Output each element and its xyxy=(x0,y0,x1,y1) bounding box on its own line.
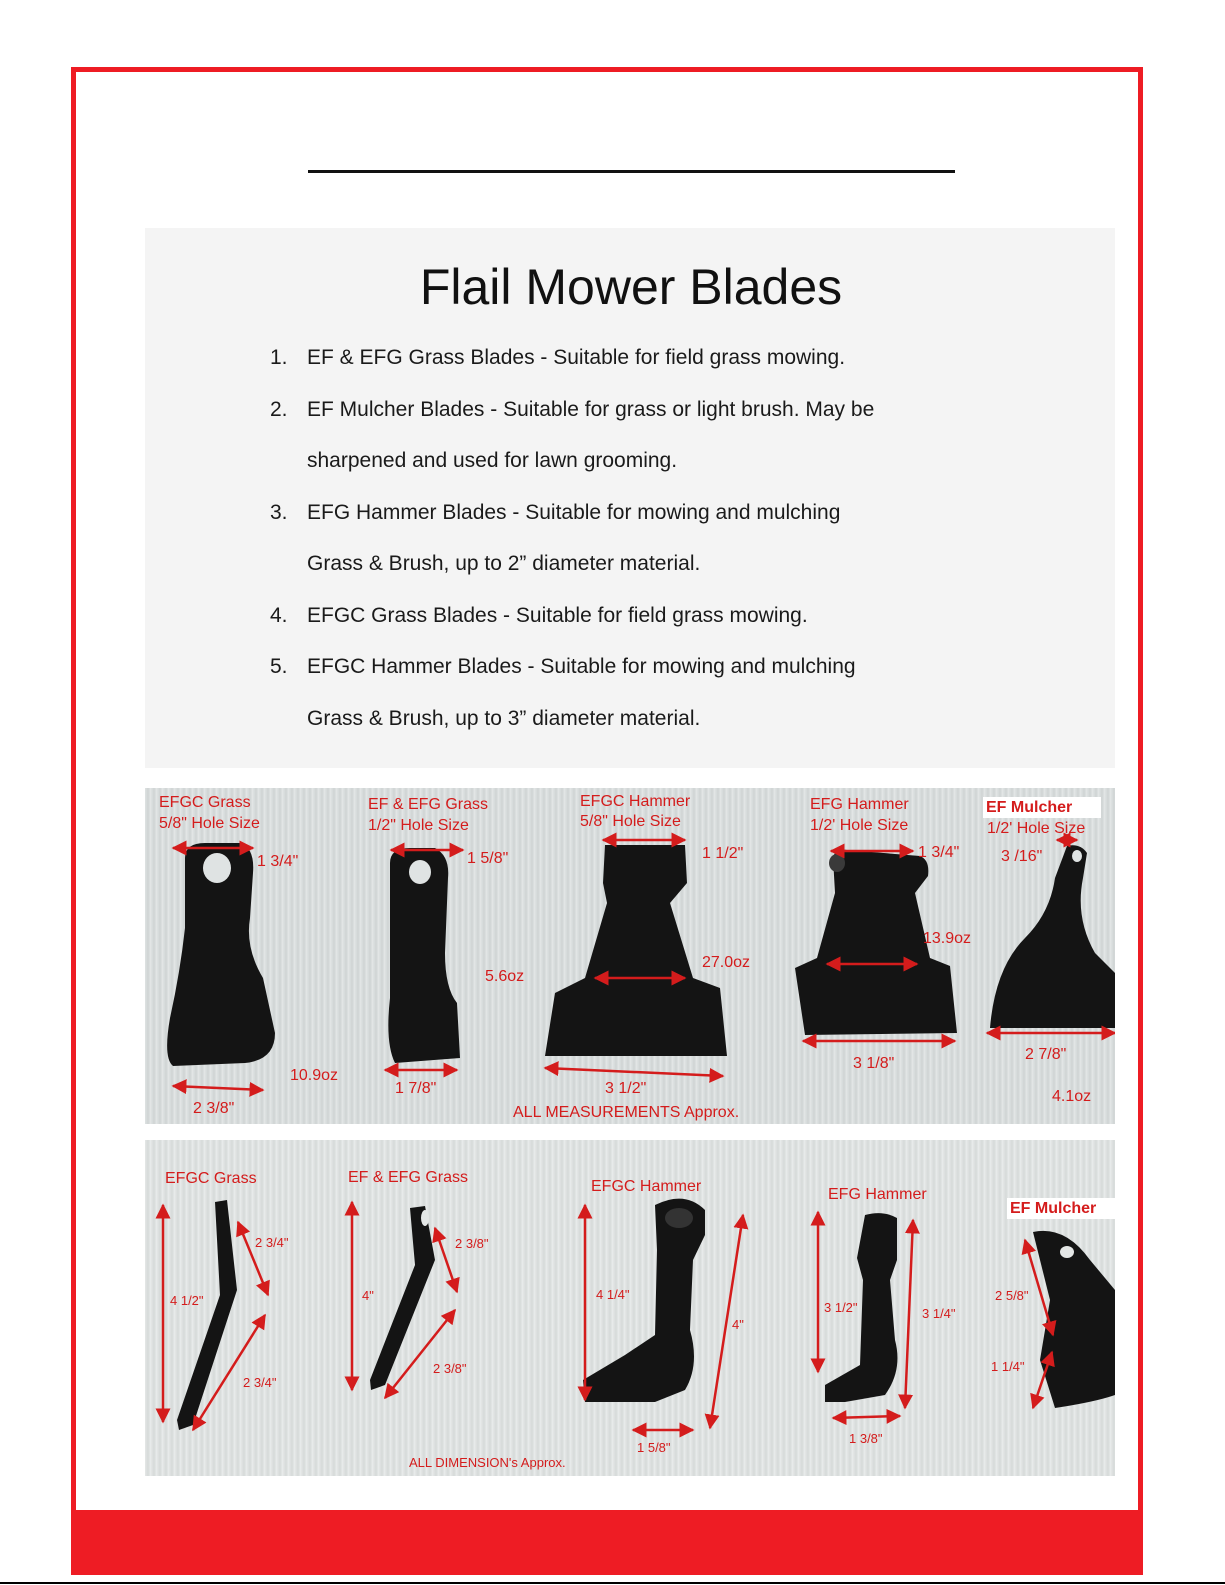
list-text: sharpened and used for lawn grooming. xyxy=(307,449,678,472)
efg-hammer-right: 3 1/4" xyxy=(922,1306,956,1321)
bottom-rule xyxy=(0,1582,1225,1584)
efgc-grass-label: EFGC Grass xyxy=(159,794,251,811)
efgc-hammer-side-base: 1 5/8" xyxy=(637,1440,671,1455)
ef-mulcher-blade-image xyxy=(990,845,1115,1028)
ef-efg-grass-side-label: EF & EFG Grass xyxy=(348,1169,469,1186)
ef-mulcher-side-image xyxy=(1033,1231,1115,1408)
efgc-grass-base: 2 3/8" xyxy=(193,1100,235,1117)
ef-mulcher-side-label: EF Mulcher xyxy=(1007,1198,1115,1219)
blades-front-photo xyxy=(145,788,1115,1124)
ef-mulcher-width: 3 /16" xyxy=(1001,848,1043,865)
efgc-grass-side-label: EFGC Grass xyxy=(165,1170,257,1187)
page-title: Flail Mower Blades xyxy=(419,259,843,315)
ef-mulcher-hole: 1/2' Hole Size xyxy=(987,820,1086,837)
blade-list xyxy=(270,332,970,744)
efgc-hammer-weight: 27.0oz xyxy=(702,954,751,971)
efg-hammer-side-label: EFG Hammer xyxy=(828,1186,927,1203)
ef-efg-grass-base: 1 7/8" xyxy=(395,1080,437,1097)
list-number: 2. xyxy=(270,397,288,421)
ef-efg-grass-side-image xyxy=(370,1206,435,1390)
ef-efg-grass-weight: 5.6oz xyxy=(485,968,525,985)
measurements-note: ALL MEASUREMENTS Approx. xyxy=(513,1104,740,1121)
efgc-grass-width: 1 3/4" xyxy=(257,853,299,870)
efgc-hammer-side-label: EFGC Hammer xyxy=(591,1178,702,1195)
efg-hammer-side-base: 1 3/8" xyxy=(849,1431,883,1446)
efgc-hammer-label: EFGC Hammer xyxy=(580,793,691,810)
ef-mulcher-upper: 2 5/8" xyxy=(995,1288,1029,1303)
efgc-hammer-width: 1 1/2" xyxy=(702,845,744,862)
list-item xyxy=(270,487,970,590)
efgc-grass-blade-image xyxy=(167,843,275,1066)
efgc-grass-weight: 10.9oz xyxy=(290,1067,339,1084)
list-text: EF Mulcher Blades - Suitable for grass or light brush. May be xyxy=(307,397,875,421)
ef-efg-grass-label: EF & EFG Grass xyxy=(368,796,489,813)
efg-hammer-height: 3 1/2" xyxy=(824,1300,858,1315)
efg-hammer-label: EFG Hammer xyxy=(810,796,909,813)
efg-hammer-base: 3 1/8" xyxy=(853,1055,895,1072)
ef-efg-grass-height: 4" xyxy=(362,1288,374,1303)
efgc-hammer-diag: 4" xyxy=(732,1317,744,1332)
ef-mulcher-base: 2 7/8" xyxy=(1025,1046,1067,1063)
list-item xyxy=(270,590,970,642)
ef-efg-grass-lower: 2 3/8" xyxy=(433,1361,467,1376)
list-number: 1. xyxy=(270,346,288,369)
list-item xyxy=(270,384,970,487)
footer-bar xyxy=(71,1510,1143,1575)
efgc-hammer-height: 4 1/4" xyxy=(596,1287,630,1302)
list-text: Grass & Brush, up to 2” diameter material. xyxy=(307,552,701,575)
list-text: EF & EFG Grass Blades - Suitable for field grass mowing. xyxy=(307,346,846,369)
list-text: Grass & Brush, up to 3” diameter material. xyxy=(307,706,701,730)
ef-efg-grass-blade-image xyxy=(388,848,460,1063)
list-text: EFGC Hammer Blades - Suitable for mowing and mulching xyxy=(307,655,856,678)
efg-hammer-hole: 1/2' Hole Size xyxy=(810,817,909,834)
efgc-grass-lower: 2 3/4" xyxy=(243,1375,277,1390)
ef-mulcher-lower: 1 1/4" xyxy=(991,1359,1025,1374)
efgc-hammer-blade-image xyxy=(545,845,727,1056)
efgc-grass-hole: 5/8" Hole Size xyxy=(159,815,260,832)
ef-mulcher-weight: 4.1oz xyxy=(1052,1088,1092,1105)
efg-hammer-weight: 13.9oz xyxy=(923,930,972,947)
list-number: 4. xyxy=(270,603,288,627)
list-number: 3. xyxy=(270,500,288,524)
efgc-grass-side-image xyxy=(177,1200,237,1430)
efgc-grass-height: 4 1/2" xyxy=(170,1293,204,1308)
ef-efg-grass-width: 1 5/8" xyxy=(467,850,509,867)
list-text: EFG Hammer Blades - Suitable for mowing and mulching xyxy=(307,500,841,524)
efgc-hammer-base: 3 1/2" xyxy=(605,1080,647,1097)
description-panel xyxy=(145,228,1115,768)
list-item xyxy=(270,332,970,384)
header-rule xyxy=(308,170,955,173)
blades-side-photo xyxy=(145,1140,1115,1476)
dimensions-note: ALL DIMENSION's Approx. xyxy=(409,1455,566,1470)
list-text: EFGC Grass Blades - Suitable for field grass mowing. xyxy=(307,603,808,627)
ef-mulcher-label: EF Mulcher xyxy=(983,797,1101,818)
efg-hammer-width: 1 3/4" xyxy=(918,844,960,861)
efgc-hammer-hole: 5/8" Hole Size xyxy=(580,813,681,830)
list-item xyxy=(270,641,970,744)
ef-efg-grass-hole: 1/2" Hole Size xyxy=(368,817,469,834)
list-number: 5. xyxy=(270,655,288,678)
efgc-grass-upper: 2 3/4" xyxy=(255,1235,289,1250)
ef-efg-grass-upper: 2 3/8" xyxy=(455,1236,489,1251)
